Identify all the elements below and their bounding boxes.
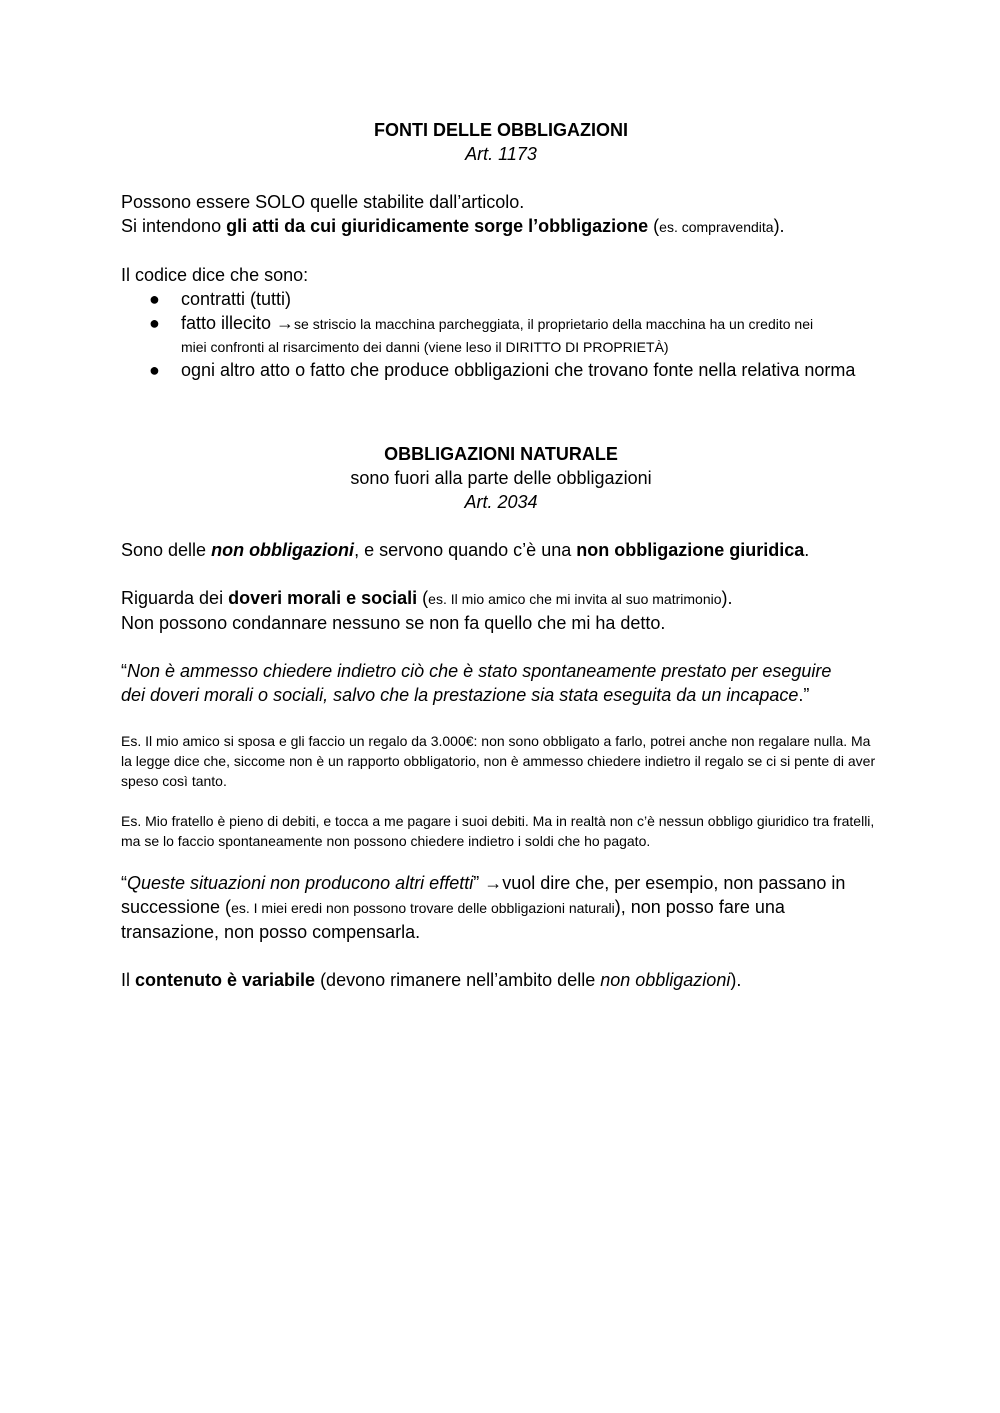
list-item (121, 287, 881, 311)
small-text: es. Il mio amico che mi invita al suo matrimonio (428, 591, 722, 607)
bold-text: non obbligazione giuridica (576, 540, 805, 560)
list-intro: Il codice dice che sono: (121, 265, 309, 285)
italic-text: Non è ammesso chiedere indietro ciò che è stato spontaneamente prestato per eseguire (127, 661, 832, 681)
bullet-icon: ● (149, 313, 160, 333)
list-item-text: contratti (tutti) (181, 289, 292, 309)
bullet-icon: ● (149, 289, 160, 309)
arrow-icon: → (276, 313, 295, 333)
quote (121, 659, 881, 707)
bold-text: doveri morali e sociali (228, 588, 418, 608)
arrow-icon: → (484, 873, 503, 893)
text-run: ( (417, 588, 429, 608)
article-reference: Art. 2034 (464, 492, 538, 512)
spacer (121, 239, 881, 263)
paragraph (121, 538, 881, 562)
text-run: “ (121, 873, 127, 893)
section-title: FONTI DELLE OBBLIGAZIONI (374, 120, 628, 140)
small-text: es. compravendita (659, 219, 774, 235)
example-note: Es. Il mio amico si sposa e gli faccio un regalo da 3.000€: non sono obbligato a farlo, potrei anche non regalare nulla. Ma la legge dice che, siccome non è un rapporto obbligatorio, non è ammesso chiedere indietro il regalo se ci si pente di aver speso così tanto. (121, 733, 876, 789)
paragraph (121, 586, 881, 611)
bold-italic-text: non obbligazioni (211, 540, 355, 560)
bullet-icon: ● (149, 360, 160, 380)
spacer (121, 635, 881, 659)
spacer (121, 514, 881, 538)
spacer (121, 562, 881, 586)
text-run: ” (473, 873, 485, 893)
paragraph (121, 968, 881, 992)
text-run: . (804, 540, 810, 560)
italic-text: non obbligazioni (600, 970, 731, 990)
italic-text: Queste situazioni non producono altri effetti (127, 873, 474, 893)
article-reference: Art. 1173 (465, 144, 537, 164)
paragraph (121, 871, 881, 944)
spacer (121, 944, 881, 968)
text-run: ), non posso fare una transazione, non posso compensarla. (121, 897, 785, 942)
small-text: se striscio la macchina parcheggiata, il proprietario della macchina ha un credito nei (294, 316, 814, 332)
text-run: Si intendono (121, 216, 227, 236)
spacer (121, 707, 881, 731)
section-title: OBBLIGAZIONI NATURALE (384, 444, 618, 464)
text-run: ( (648, 216, 660, 236)
text-run: , e servono quando c’è una (354, 540, 577, 560)
text-run: Il (121, 970, 136, 990)
italic-text: dei doveri morali o sociali, salvo che la prestazione sia stata eseguita da un incapace (121, 685, 799, 705)
section-subtitle: sono fuori alla parte delle obbligazioni (350, 468, 652, 488)
small-text: es. I miei eredi non possono trovare delle obbligazioni naturali (231, 900, 615, 916)
bullet-list (121, 287, 881, 382)
spacer (121, 791, 881, 811)
example-note: Es. Mio fratello è pieno di debiti, e tocca a me pagare i suoi debiti. Ma in realtà non c’è nessun obbligo giuridico tra fratelli, ma se lo faccio spontaneamente non possono chiedere indietro i soldi che ho pagato. (121, 813, 875, 849)
text-run: ). (730, 970, 742, 990)
text-run: “ (121, 661, 127, 681)
text-run: ). (773, 216, 785, 236)
text-run: .” (798, 685, 810, 705)
list-item (121, 358, 881, 382)
list-item (121, 311, 881, 358)
text-run: Sono delle (121, 540, 212, 560)
text-run: (devono rimanere nell’ambito delle (315, 970, 601, 990)
text-run: Riguarda dei (121, 588, 229, 608)
small-text: miei confronti al risarcimento dei danni (viene leso il DIRITTO DI PROPRIETÀ) (181, 339, 669, 355)
spacer (121, 166, 881, 190)
text-run: ). (721, 588, 733, 608)
paragraph: Possono essere SOLO quelle stabilite dall’articolo. (121, 192, 525, 212)
list-item-text: ogni altro atto o fatto che produce obbligazioni che trovano fonte nella relativa norma (181, 360, 856, 380)
document-body (121, 118, 881, 992)
paragraph: Non possono condannare nessuno se non fa quello che mi ha detto. (121, 613, 666, 633)
bold-text: gli atti da cui giuridicamente sorge l’obbligazione (226, 216, 649, 236)
bold-text: contenuto è variabile (135, 970, 316, 990)
list-item-text: fatto illecito (181, 313, 277, 333)
spacer (121, 382, 881, 442)
text-run: vuol dire che, per esempio, non passano in successione ( (121, 873, 846, 917)
spacer (121, 851, 881, 871)
paragraph (121, 214, 881, 239)
